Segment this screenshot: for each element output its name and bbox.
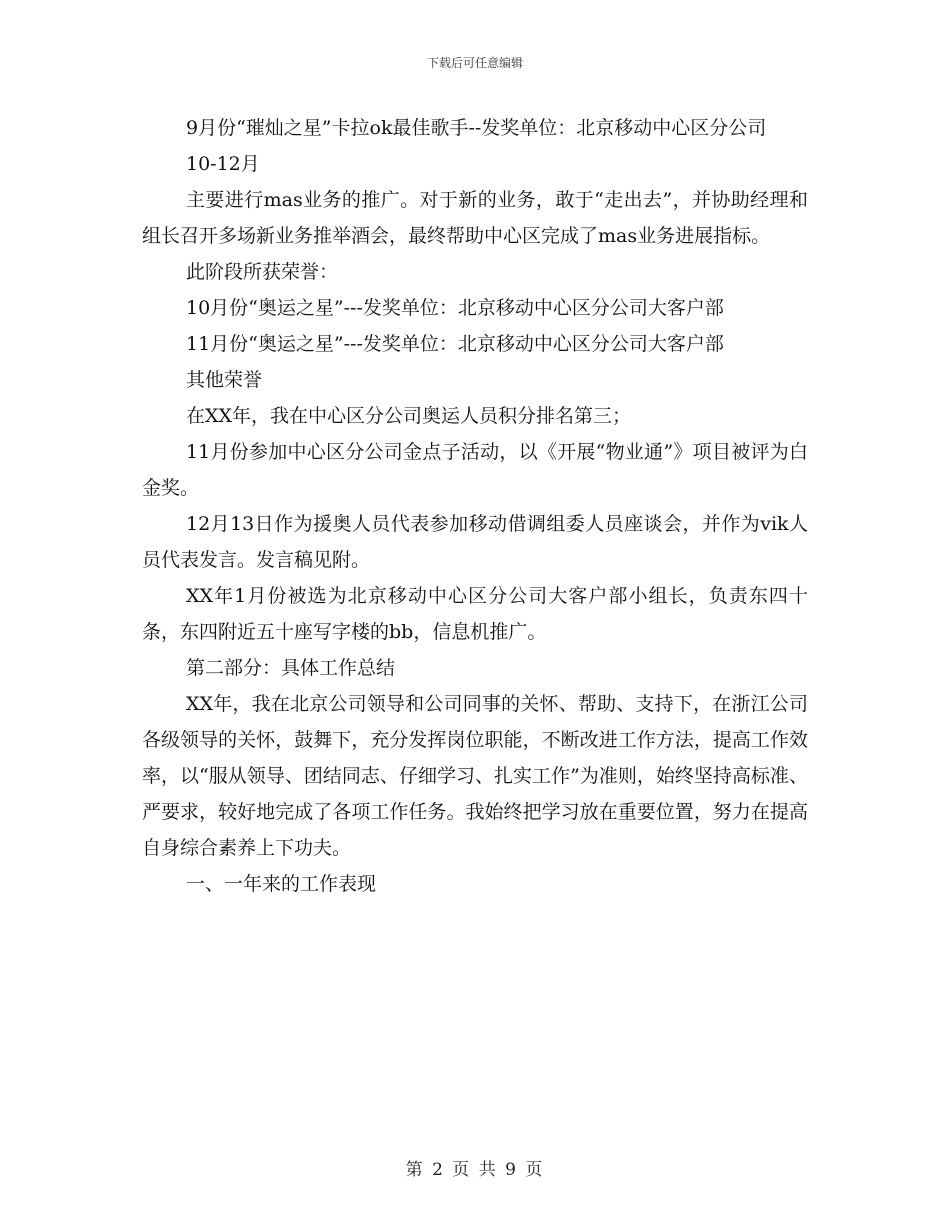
section-heading: 第二部分：具体工作总结: [186, 657, 396, 679]
paragraph: 11月份参加中心区分公司金点子活动，以《开展“物业通”》项目被评为白金奖。: [142, 441, 808, 499]
page-number: 第 2 页 共 9 页: [405, 1160, 545, 1180]
paragraph: 10月份“奥运之星”---发奖单位：北京移动中心区分公司大客户部: [186, 297, 724, 319]
document-body: [142, 110, 808, 902]
paragraph: 其他荣誉: [186, 369, 263, 391]
paragraph: 10-12月: [186, 153, 260, 175]
paragraph: 在XX年，我在中心区分公司奥运人员积分排名第三；: [186, 405, 632, 427]
paragraph: XX年，我在北京公司领导和公司同事的关怀、帮助、支持下，在浙江公司各级领导的关怀，鼓舞下，充分发挥岗位职能，不断改进工作方法，提高工作效率，以“服从领导、团结同志、仔细学习、扎实工作”为准则，始终坚持高标准、严要求，较好地完成了各项工作任务。我始终把学习放在重要位置，努力在提高自身综合素养上下功夫。: [142, 693, 808, 859]
paragraph: 11月份“奥运之星”---发奖单位：北京移动中心区分公司大客户部: [186, 333, 724, 355]
paragraph: 9月份“璀灿之星”卡拉ok最佳歌手--发奖单位：北京移动中心区分公司: [186, 117, 767, 139]
paragraph: 此阶段所获荣誉：: [186, 261, 339, 283]
section-heading: 一、一年来的工作表现: [186, 873, 377, 895]
paragraph: XX年1月份被选为北京移动中心区分公司大客户部小组长，负责东四十条，东四附近五十座写字楼的bb，信息机推广。: [142, 585, 808, 643]
paragraph: 主要进行mas业务的推广。对于新的业务，敢于“走出去”，并协助经理和组长召开多场新业务推举酒会，最终帮助中心区完成了mas业务进展指标。: [142, 189, 808, 247]
page-header: 下载后可任意编辑: [426, 56, 523, 70]
paragraph: 12月13日作为援奥人员代表参加移动借调组委人员座谈会，并作为vik人员代表发言。发言稿见附。: [142, 513, 808, 571]
